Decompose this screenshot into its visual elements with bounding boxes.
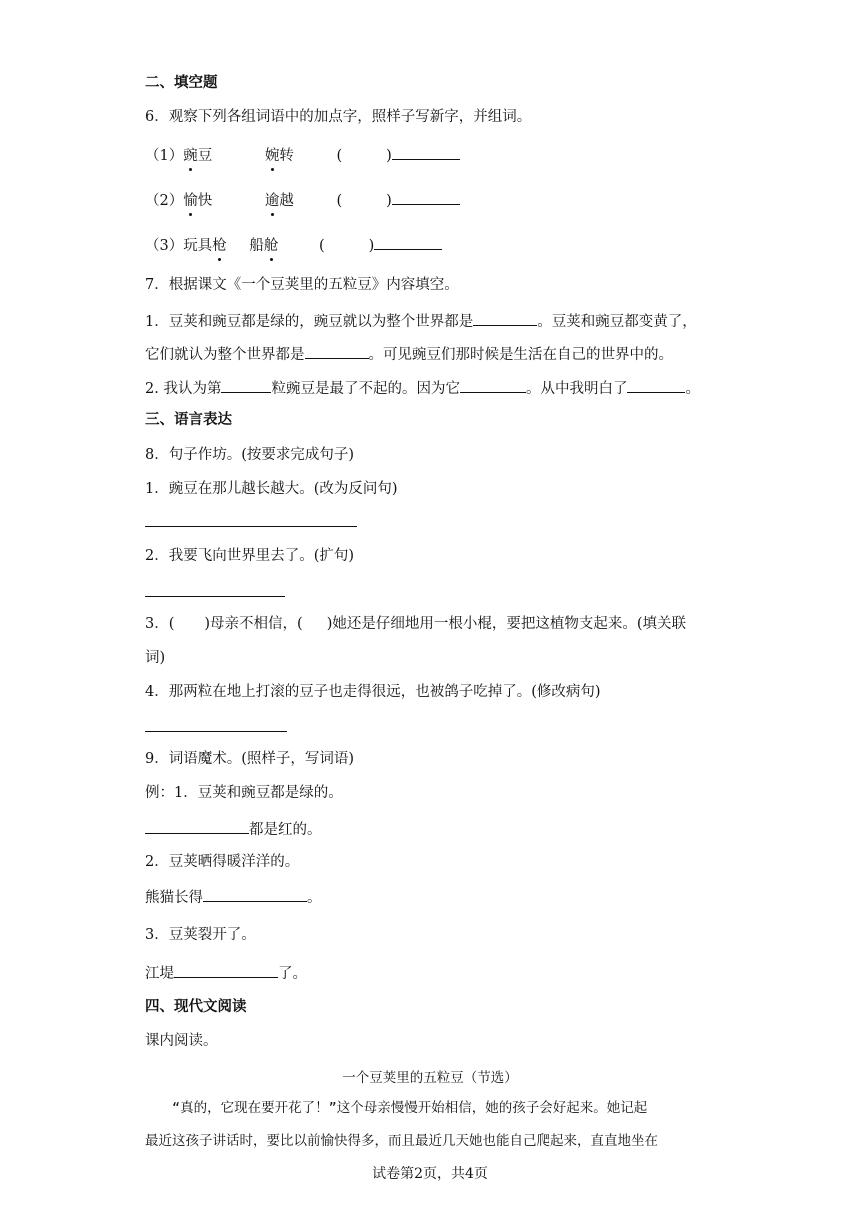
q6-row-3	[145, 234, 442, 256]
q9-answer-3	[145, 962, 307, 984]
page-footer: 试卷第2页，共4页	[372, 1166, 488, 1182]
q8-prompt: 8．句子作坊。(按要求完成句子)	[145, 447, 355, 463]
q8-sentence-3	[145, 614, 686, 634]
answer-blank[interactable]	[221, 377, 271, 393]
q9-example-3: 3．豆荚裂开了。	[145, 927, 256, 943]
paren-open: (	[336, 193, 343, 209]
q9-text: 江堤	[145, 966, 174, 982]
q8-text: )她还是仔细地用一根小棍，要把这植物支起来。(填关联	[326, 616, 687, 632]
q7-line-3	[145, 377, 700, 399]
answer-line[interactable]	[145, 526, 357, 527]
q6-prompt: 6．观察下列各组词语中的加点字，照样子写新字，并组词。	[145, 109, 532, 125]
answer-blank[interactable]	[392, 189, 460, 205]
reading-paragraph-line-1: “真的，它现在要开花了！”这个母亲慢慢开始相信，她的孩子会好起来。她记起	[172, 1100, 648, 1116]
answer-line[interactable]	[145, 731, 287, 732]
q9-example-1: 例：1．豆荚和豌豆都是绿的。	[145, 785, 343, 801]
answer-blank[interactable]	[392, 144, 460, 160]
answer-blank[interactable]	[460, 377, 526, 393]
q8-sentence-1: 1．豌豆在那儿越长越大。(改为反问句)	[145, 481, 398, 497]
word-rest: 越	[279, 193, 294, 209]
q7-text: 。	[685, 381, 700, 397]
word-prefix: 船	[249, 238, 264, 254]
q6-row-number: （2）	[145, 193, 184, 209]
q8-text: 3．(	[145, 616, 175, 632]
q8-sentence-3-cont: 词)	[145, 650, 166, 666]
dotted-char: 愉	[183, 193, 198, 209]
dotted-char: 逾	[264, 193, 280, 209]
q9-answer-1	[145, 818, 322, 840]
word-rest: 转	[279, 148, 294, 164]
section-heading-fill-blank: 二、填空题	[145, 75, 218, 91]
q6-row-1	[145, 144, 460, 166]
q7-text: 。可见豌豆们那时候是生活在自己的世界中的。	[368, 347, 673, 363]
answer-blank[interactable]	[203, 886, 307, 902]
q8-sentence-2: 2．我要飞向世界里去了。(扩句)	[145, 548, 355, 564]
q8-sentence-4: 4．那两粒在地上打滚的豆子也走得很远，也被鸽子吃掉了。(修改病句)	[145, 684, 601, 700]
word-rest: 快	[197, 193, 213, 209]
answer-blank[interactable]	[145, 818, 249, 834]
paren-close: )	[386, 148, 392, 164]
reading-intro: 课内阅读。	[145, 1033, 218, 1049]
q6-row-2	[145, 189, 460, 211]
q9-prompt: 9．词语魔术。(照样子，写词语)	[145, 751, 355, 767]
q7-line-2	[145, 343, 673, 365]
paren-open: (	[336, 148, 343, 164]
dotted-char: 婉	[264, 148, 280, 164]
q7-prompt: 7．根据课文《一个豆荚里的五粒豆》内容填空。	[145, 277, 459, 293]
q9-text: 。	[307, 890, 322, 906]
reading-title: 一个豆荚里的五粒豆（节选）	[342, 1070, 518, 1086]
section-heading-reading: 四、现代文阅读	[145, 999, 247, 1015]
answer-blank[interactable]	[374, 234, 442, 250]
q9-text: 了。	[278, 966, 307, 982]
dotted-char: 豌	[183, 148, 198, 164]
q9-example-2: 2．豆荚晒得暖洋洋的。	[145, 854, 300, 870]
answer-blank[interactable]	[174, 962, 278, 978]
q7-text: 粒豌豆是最了不起的。因为它	[271, 381, 460, 397]
word-rest: 豆	[197, 148, 213, 164]
q7-text: 。豆荚和豌豆都变黄了，	[537, 314, 697, 330]
dotted-char: 枪	[212, 238, 227, 254]
paren-open: (	[318, 238, 325, 254]
q6-row-number: （1）	[145, 148, 184, 164]
q7-text: 2. 我认为第	[145, 381, 222, 397]
section-heading-expression: 三、语言表达	[145, 412, 232, 428]
q8-text: )母亲不相信，(	[204, 616, 303, 632]
q9-text: 熊猫长得	[145, 890, 203, 906]
q7-text: 它们就认为整个世界都是	[145, 347, 305, 363]
answer-line[interactable]	[145, 596, 285, 597]
answer-blank[interactable]	[305, 343, 369, 359]
word-prefix: 玩具	[183, 238, 213, 254]
q9-text: 都是红的。	[249, 822, 322, 838]
dotted-char: 舱	[263, 238, 279, 254]
q9-answer-2	[145, 886, 322, 908]
q6-row-number: （3）	[145, 238, 184, 254]
q7-line-1	[145, 310, 697, 332]
reading-paragraph-line-2: 最近这孩子讲话时，要比以前愉快得多，而且最近几天她也能自己爬起来，直直地坐在	[145, 1133, 658, 1149]
answer-blank[interactable]	[473, 310, 537, 326]
answer-blank[interactable]	[627, 377, 685, 393]
q7-text: 。从中我明白了	[525, 381, 628, 397]
paren-close: )	[368, 238, 375, 254]
paren-close: )	[386, 193, 392, 209]
q7-text: 1．豆荚和豌豆都是绿的，豌豆就以为整个世界都是	[145, 314, 474, 330]
